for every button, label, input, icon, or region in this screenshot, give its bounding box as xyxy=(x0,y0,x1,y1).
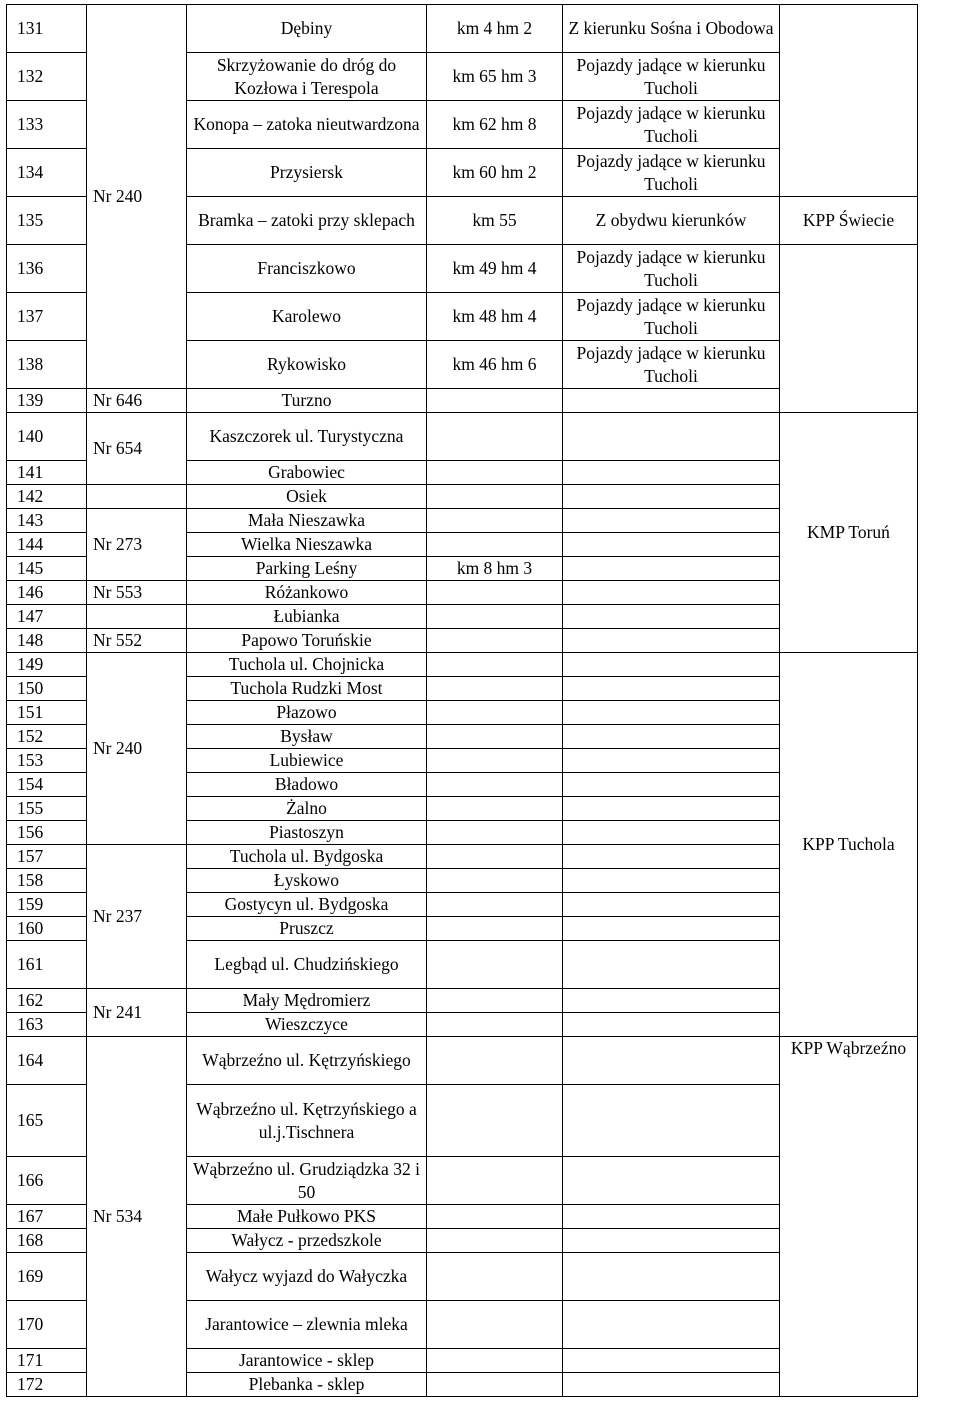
table-row xyxy=(7,1037,918,1085)
kilometer-cell: km 48 hm 4 xyxy=(427,293,563,341)
direction-cell xyxy=(563,725,780,749)
row-number: 132 xyxy=(7,53,87,101)
row-number: 136 xyxy=(7,245,87,293)
row-number: 150 xyxy=(7,677,87,701)
table-row xyxy=(7,5,918,53)
direction-cell: Pojazdy jadące w kierunku Tucholi xyxy=(563,341,780,389)
location-cell: Płazowo xyxy=(187,701,427,725)
kilometer-cell xyxy=(427,1253,563,1301)
police-unit-cell: KPP Świecie xyxy=(780,197,918,245)
direction-cell xyxy=(563,413,780,461)
kilometer-cell xyxy=(427,821,563,845)
row-number: 165 xyxy=(7,1085,87,1157)
location-cell: Mały Mędromierz xyxy=(187,989,427,1013)
road-number-cell: Nr 241 xyxy=(87,989,187,1037)
row-number: 139 xyxy=(7,389,87,413)
kilometer-cell xyxy=(427,1157,563,1205)
row-number: 159 xyxy=(7,893,87,917)
kilometer-cell xyxy=(427,653,563,677)
road-number-cell: Nr 654 xyxy=(87,413,187,485)
direction-cell xyxy=(563,509,780,533)
location-cell: Legbąd ul. Chudzińskiego xyxy=(187,941,427,989)
kilometer-cell xyxy=(427,1013,563,1037)
row-number: 148 xyxy=(7,629,87,653)
direction-cell xyxy=(563,1229,780,1253)
location-cell: Wąbrzeźno ul. Kętrzyńskiego a ul.j.Tischnera xyxy=(187,1085,427,1157)
location-cell: Papowo Toruńskie xyxy=(187,629,427,653)
location-cell: Wąbrzeźno ul. Grudziądzka 32 i 50 xyxy=(187,1157,427,1205)
location-cell: Tuchola ul. Bydgoska xyxy=(187,845,427,869)
location-cell: Wieszczyce xyxy=(187,1013,427,1037)
kilometer-cell xyxy=(427,1205,563,1229)
row-number: 138 xyxy=(7,341,87,389)
direction-cell xyxy=(563,1157,780,1205)
location-cell: Dębiny xyxy=(187,5,427,53)
kilometer-cell xyxy=(427,581,563,605)
row-number: 172 xyxy=(7,1373,87,1397)
row-number: 142 xyxy=(7,485,87,509)
direction-cell: Pojazdy jadące w kierunku Tucholi xyxy=(563,245,780,293)
location-cell: Parking Leśny xyxy=(187,557,427,581)
location-cell: Gostycyn ul. Bydgoska xyxy=(187,893,427,917)
road-number-cell: Nr 240 xyxy=(87,5,187,389)
location-cell: Jarantowice - sklep xyxy=(187,1349,427,1373)
kilometer-cell xyxy=(427,989,563,1013)
location-cell: Bysław xyxy=(187,725,427,749)
direction-cell xyxy=(563,701,780,725)
kilometer-cell xyxy=(427,629,563,653)
checkpoint-table xyxy=(6,4,918,1397)
row-number: 137 xyxy=(7,293,87,341)
row-number: 167 xyxy=(7,1205,87,1229)
location-cell: Plebanka - sklep xyxy=(187,1373,427,1397)
kilometer-cell xyxy=(427,1301,563,1349)
road-number-cell: Nr 534 xyxy=(87,1037,187,1397)
location-cell: Żalno xyxy=(187,797,427,821)
location-cell: Bramka – zatoki przy sklepach xyxy=(187,197,427,245)
police-unit-cell: KPP Tuchola xyxy=(780,653,918,1037)
row-number: 170 xyxy=(7,1301,87,1349)
row-number: 161 xyxy=(7,941,87,989)
kilometer-cell xyxy=(427,485,563,509)
row-number: 141 xyxy=(7,461,87,485)
location-cell: Wałycz wyjazd do Wałyczka xyxy=(187,1253,427,1301)
location-cell: Lubiewice xyxy=(187,749,427,773)
table-row xyxy=(7,413,918,461)
kilometer-cell xyxy=(427,797,563,821)
location-cell: Tuchola ul. Chojnicka xyxy=(187,653,427,677)
row-number: 145 xyxy=(7,557,87,581)
direction-cell xyxy=(563,605,780,629)
location-cell: Bładowo xyxy=(187,773,427,797)
road-number-cell xyxy=(87,485,187,509)
direction-cell xyxy=(563,1373,780,1397)
direction-cell xyxy=(563,773,780,797)
row-number: 149 xyxy=(7,653,87,677)
direction-cell: Pojazdy jadące w kierunku Tucholi xyxy=(563,149,780,197)
location-cell: Skrzyżowanie do dróg do Kozłowa i Terespola xyxy=(187,53,427,101)
location-cell: Franciszkowo xyxy=(187,245,427,293)
location-cell: Łubianka xyxy=(187,605,427,629)
location-cell: Jarantowice – zlewnia mleka xyxy=(187,1301,427,1349)
row-number: 152 xyxy=(7,725,87,749)
kilometer-cell xyxy=(427,917,563,941)
kilometer-cell xyxy=(427,1085,563,1157)
location-cell: Mała Nieszawka xyxy=(187,509,427,533)
location-cell: Rykowisko xyxy=(187,341,427,389)
direction-cell xyxy=(563,1013,780,1037)
location-cell: Pruszcz xyxy=(187,917,427,941)
kilometer-cell xyxy=(427,845,563,869)
kilometer-cell xyxy=(427,413,563,461)
location-cell: Przysiersk xyxy=(187,149,427,197)
road-number-cell: Nr 553 xyxy=(87,581,187,605)
road-number-cell: Nr 240 xyxy=(87,653,187,845)
direction-cell xyxy=(563,653,780,677)
direction-cell xyxy=(563,749,780,773)
kilometer-cell: km 8 hm 3 xyxy=(427,557,563,581)
kilometer-cell xyxy=(427,1229,563,1253)
road-number-cell xyxy=(87,605,187,629)
location-cell: Piastoszyn xyxy=(187,821,427,845)
row-number: 169 xyxy=(7,1253,87,1301)
direction-cell xyxy=(563,1301,780,1349)
kilometer-cell xyxy=(427,1037,563,1085)
row-number: 171 xyxy=(7,1349,87,1373)
direction-cell xyxy=(563,533,780,557)
location-cell: Łyskowo xyxy=(187,869,427,893)
row-number: 144 xyxy=(7,533,87,557)
kilometer-cell xyxy=(427,533,563,557)
direction-cell xyxy=(563,797,780,821)
direction-cell: Z kierunku Sośna i Obodowa xyxy=(563,5,780,53)
location-cell: Wielka Nieszawka xyxy=(187,533,427,557)
direction-cell xyxy=(563,845,780,869)
kilometer-cell xyxy=(427,725,563,749)
direction-cell xyxy=(563,461,780,485)
row-number: 155 xyxy=(7,797,87,821)
row-number: 153 xyxy=(7,749,87,773)
kilometer-cell: km 65 hm 3 xyxy=(427,53,563,101)
location-cell: Różankowo xyxy=(187,581,427,605)
row-number: 160 xyxy=(7,917,87,941)
kilometer-cell: km 46 hm 6 xyxy=(427,341,563,389)
location-cell: Konopa – zatoka nieutwardzona xyxy=(187,101,427,149)
row-number: 168 xyxy=(7,1229,87,1253)
kilometer-cell xyxy=(427,461,563,485)
kilometer-cell xyxy=(427,749,563,773)
road-number-cell: Nr 273 xyxy=(87,509,187,581)
kilometer-cell xyxy=(427,389,563,413)
direction-cell xyxy=(563,1253,780,1301)
kilometer-cell xyxy=(427,701,563,725)
road-number-cell: Nr 237 xyxy=(87,845,187,989)
row-number: 140 xyxy=(7,413,87,461)
row-number: 133 xyxy=(7,101,87,149)
kilometer-cell: km 62 hm 8 xyxy=(427,101,563,149)
row-number: 164 xyxy=(7,1037,87,1085)
direction-cell xyxy=(563,893,780,917)
row-number: 157 xyxy=(7,845,87,869)
row-number: 131 xyxy=(7,5,87,53)
direction-cell xyxy=(563,869,780,893)
row-number: 146 xyxy=(7,581,87,605)
row-number: 166 xyxy=(7,1157,87,1205)
direction-cell xyxy=(563,1037,780,1085)
row-number: 154 xyxy=(7,773,87,797)
kilometer-cell: km 49 hm 4 xyxy=(427,245,563,293)
kilometer-cell xyxy=(427,677,563,701)
kilometer-cell xyxy=(427,1349,563,1373)
direction-cell xyxy=(563,557,780,581)
kilometer-cell: km 55 xyxy=(427,197,563,245)
kilometer-cell: km 60 hm 2 xyxy=(427,149,563,197)
direction-cell xyxy=(563,1349,780,1373)
direction-cell xyxy=(563,389,780,413)
row-number: 163 xyxy=(7,1013,87,1037)
police-unit-cell xyxy=(780,245,918,413)
direction-cell: Pojazdy jadące w kierunku Tucholi xyxy=(563,101,780,149)
location-cell: Małe Pułkowo PKS xyxy=(187,1205,427,1229)
location-cell: Tuchola Rudzki Most xyxy=(187,677,427,701)
location-cell: Karolewo xyxy=(187,293,427,341)
kilometer-cell xyxy=(427,869,563,893)
police-unit-cell: KMP Toruń xyxy=(780,413,918,653)
row-number: 162 xyxy=(7,989,87,1013)
kilometer-cell xyxy=(427,1373,563,1397)
direction-cell xyxy=(563,485,780,509)
direction-cell xyxy=(563,581,780,605)
row-number: 151 xyxy=(7,701,87,725)
row-number: 158 xyxy=(7,869,87,893)
direction-cell xyxy=(563,629,780,653)
road-number-cell: Nr 646 xyxy=(87,389,187,413)
kilometer-cell xyxy=(427,509,563,533)
location-cell: Osiek xyxy=(187,485,427,509)
police-unit-cell xyxy=(780,5,918,197)
row-number: 135 xyxy=(7,197,87,245)
kilometer-cell xyxy=(427,605,563,629)
location-cell: Turzno xyxy=(187,389,427,413)
direction-cell xyxy=(563,917,780,941)
table-row xyxy=(7,653,918,677)
row-number: 143 xyxy=(7,509,87,533)
row-number: 134 xyxy=(7,149,87,197)
kilometer-cell: km 4 hm 2 xyxy=(427,5,563,53)
kilometer-cell xyxy=(427,893,563,917)
direction-cell: Z obydwu kierunków xyxy=(563,197,780,245)
direction-cell: Pojazdy jadące w kierunku Tucholi xyxy=(563,53,780,101)
row-number: 156 xyxy=(7,821,87,845)
location-cell: Wałycz - przedszkole xyxy=(187,1229,427,1253)
location-cell: Kaszczorek ul. Turystyczna xyxy=(187,413,427,461)
direction-cell: Pojazdy jadące w kierunku Tucholi xyxy=(563,293,780,341)
direction-cell xyxy=(563,941,780,989)
direction-cell xyxy=(563,1205,780,1229)
kilometer-cell xyxy=(427,773,563,797)
direction-cell xyxy=(563,989,780,1013)
location-cell: Grabowiec xyxy=(187,461,427,485)
location-cell: Wąbrzeźno ul. Kętrzyńskiego xyxy=(187,1037,427,1085)
direction-cell xyxy=(563,677,780,701)
road-number-cell: Nr 552 xyxy=(87,629,187,653)
direction-cell xyxy=(563,821,780,845)
direction-cell xyxy=(563,1085,780,1157)
row-number: 147 xyxy=(7,605,87,629)
kilometer-cell xyxy=(427,941,563,989)
police-unit-cell: KPP Wąbrzeźno xyxy=(780,1037,918,1397)
